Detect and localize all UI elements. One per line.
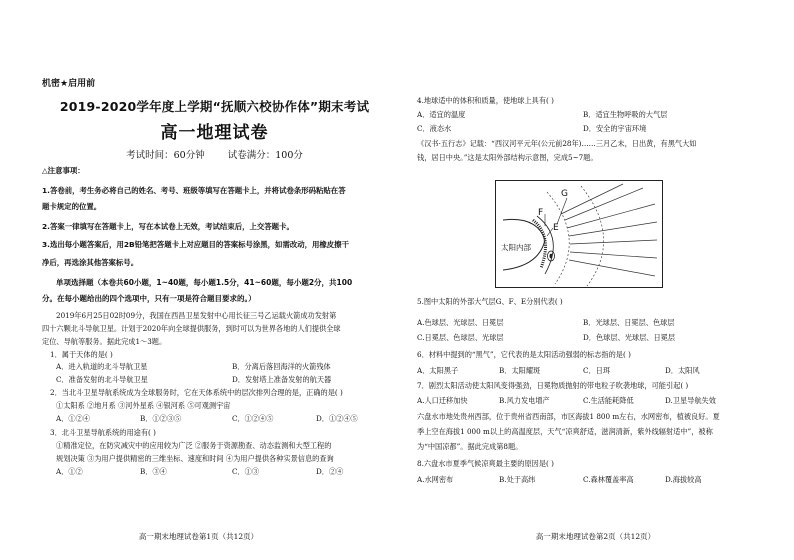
q4-option-b: B．适宜生物呼吸的大气层: [583, 110, 668, 119]
label-g: G: [561, 189, 568, 199]
q5-stem: 5.图中太阳的外部大气层G、F、E分别代表( ): [417, 297, 563, 306]
sun-structure-diagram: [495, 180, 663, 288]
confidential-mark: 机密★启用前: [42, 79, 96, 89]
q8-option-d: D.海拔较高: [665, 475, 702, 484]
passage-line: 钱，居日中央。”这是太阳外部结构示意图，完成5~7题。: [417, 153, 598, 162]
q7-option-c: C.生活能耗降低: [583, 396, 634, 405]
q7-stem: 7．剧烈太阳活动使太阳风变得强劲，日冕物质抛射的带电粒子吹袭地球，可能引起( ): [417, 381, 689, 390]
label-e: E: [553, 223, 559, 233]
section-instruction: 分。在每小题给出的四个选项中，只有一项是符合题目要求的。）: [42, 294, 256, 303]
q3-option-c: C．①③: [232, 467, 260, 476]
q2-option-c: C．①②④⑤: [232, 414, 274, 423]
q5-option-a: A.色球层、光球层、日冕层: [417, 318, 504, 327]
q1-option-d: D．发射塔上准备发射的航天器: [232, 375, 332, 384]
label-f: F: [538, 208, 544, 218]
q8-stem: 8.六盘水市夏季气候凉爽最主要的原因是( ): [417, 459, 554, 468]
q3-line: 规划决策 ③为用户提供精密的三维坐标、速度和时间 ④为用户提供各种实景信息的查询: [56, 454, 334, 463]
note-line: 2.答案一律填写在答题卡上，写在本试卷上无效，考试结束后，上交答题卡。: [42, 222, 294, 231]
notes-heading: △注意事项：: [42, 166, 85, 175]
diagram-frame: [496, 181, 663, 288]
q6-option-d: D．太阳风: [665, 366, 700, 375]
q6-stem: 6．材料中提到的“黑气”，它代表的是太阳活动强弱的标志指的是( ): [417, 350, 631, 359]
q4-stem: 4.地球适中的体积和质量，使地球上具有( ): [417, 96, 554, 105]
q8-option-b: B.处于高纬: [499, 475, 536, 484]
note-line: 3.选出每小题答案后，用2B铅笔把答题卡上对应题目的答案标号涂黑，如需改动，用橡皮擦干: [42, 240, 349, 249]
q2-option-b: B．①②③⑤: [140, 414, 182, 423]
q6-option-c: C．日珥: [583, 366, 611, 375]
q5-option-d: D．色球层、光球层、日冕层: [583, 333, 676, 342]
exam-info: [42, 147, 387, 161]
passage-line: 《汉书·五行志》记载：“西汉河平元年(公元前28年)……三月乙未，日出黄，有黑气大如: [417, 139, 697, 148]
q7-option-b: B.风力发电增产: [499, 396, 550, 405]
passage-line: 为“中国凉都”。据此完成第8题。: [417, 442, 523, 451]
label-sun-interior: 太阳内部: [501, 243, 531, 252]
q2-stem: 2．当北斗卫星导航系统成为全球服务时，它在天体系统中的层次排列合理的是，正确的是( ): [50, 388, 343, 397]
passage-line: 六盘水市地处贵州西部，位于贵州省西南部，市区海拔1 800 m左右，水网密布，植被良好。夏: [417, 412, 720, 421]
note-line: 1.答卷前，考生务必将自己的姓名、考号、班级等填写在答题卡上，并将试卷条形码粘贴在答: [42, 186, 346, 195]
q3-option-d: D．②④: [316, 467, 344, 476]
subject-title: 高一地理试卷: [160, 123, 269, 143]
q7-option-d: D.卫星导航失效: [665, 396, 716, 405]
passage-line: 2019年6月25日02时09分，我国在西昌卫星发射中心用长征三号乙运载火箭成功发射第: [56, 311, 337, 320]
note-line: 题卡规定的位置。: [42, 202, 102, 211]
q1-option-c: C．准备发射的北斗导航卫星: [56, 375, 148, 384]
page-footer-left: 高一期末地理试卷第1页（共12页）: [138, 532, 259, 541]
q1-stem: 1．属于天体的是( ): [50, 350, 113, 359]
exam-time: 考试时间：60分钟: [126, 150, 205, 161]
note-line: 净后，再选涂其他答案标号。: [42, 258, 139, 267]
q6-option-a: A．太阳黑子: [417, 366, 459, 375]
q8-option-a: A.水网密布: [417, 475, 454, 484]
q3-line: ①精准定位，在防灾减灾中的应用较为广泛 ②服务于资源勘查、动态监测和大型工程的: [56, 441, 332, 450]
q2-option-a: A．①②④: [56, 414, 90, 423]
q1-option-a: A．进入轨道的北斗导航卫星: [56, 362, 148, 371]
q3-option-b: B．③④: [140, 467, 167, 476]
q7-option-a: A.人口迁移加快: [417, 396, 468, 405]
q2-items: ①太阳系 ②地月系 ③河外星系 ④银河系 ⑤可观测宇宙: [56, 401, 231, 410]
sunspot-core-icon: [550, 254, 553, 259]
q3-option-a: A．①②: [56, 467, 83, 476]
passage-line: 季上空在海拔1 000 m以上的高温度层，天气“凉爽舒适，滋润清新，紫外线辐射适中”，被称: [417, 427, 713, 436]
q6-option-b: B．太阳耀斑: [499, 366, 541, 375]
q4-option-c: C．液态水: [417, 124, 452, 133]
exam-title: 2019-2020学年度上学期“抚顺六校协作体”期末考试: [59, 99, 370, 114]
q3-stem: 3．北斗卫星导航系统的用途有( ): [50, 428, 156, 437]
q8-option-c: C.森林覆盖率高: [583, 475, 634, 484]
passage-line: 定位、导航等服务。据此完成1～3题。: [42, 337, 167, 346]
q5-option-c: C.日冕层、色球层、光球层: [417, 333, 504, 342]
page-footer-right: 高一期末地理试卷第2页（共12页）: [535, 532, 656, 541]
passage-line: 四十六颗北斗导航卫星。计划于2020年向全球提供服务，到时可以为世界各地的人们提供全球: [42, 324, 341, 333]
q5-option-b: B．光球层、日冕层、色球层: [583, 318, 675, 327]
q2-option-d: D．①②④⑤: [316, 414, 358, 423]
section-instruction: 单项选择题（本卷共60小题，1~40题，每小题1.5分，41~60题，每小题2分，共100: [56, 278, 353, 287]
exam-score: 试卷满分：100分: [227, 150, 303, 161]
q4-option-d: D．安全的宇宙环境: [583, 124, 647, 133]
q4-option-a: A．适宜的温度: [417, 110, 466, 119]
q1-option-b: B．分离后落回海洋的火箭残体: [232, 362, 331, 371]
